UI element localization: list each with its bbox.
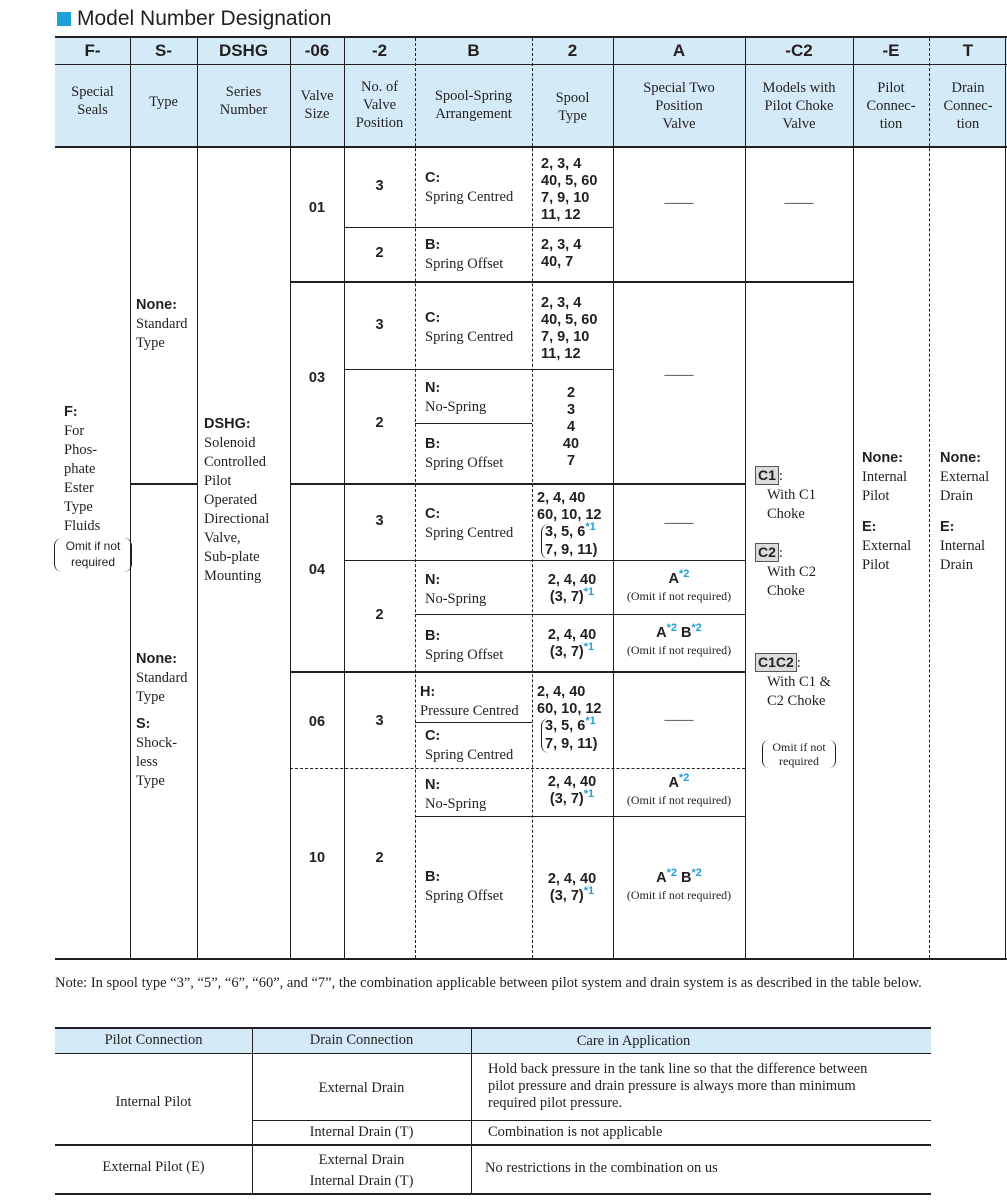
header-caption-choke: Models with Pilot Choke Valve (762, 80, 836, 132)
care-external-drain: External Drain (318, 1080, 405, 1096)
header-code-position: -2 (371, 41, 388, 60)
row-divider (415, 816, 745, 817)
header-code-pilot: -E (882, 41, 900, 60)
header-caption-position: No. of Valve Position (355, 79, 404, 131)
spring-cell: C: Spring Centred (425, 170, 514, 205)
choke-dash: —— (784, 195, 814, 211)
choke-omit-note: Omit if not required (762, 740, 836, 768)
header-code-seals: F- (84, 41, 101, 60)
spool-cell: 2, 4, 40 60, 10, 12 3, 5, 6$^{*1}$ 7, 9, 11) (537, 490, 602, 558)
spring-cell: B: Spring Offset (425, 436, 504, 471)
care-external-pilot: External Pilot (E) (102, 1159, 205, 1175)
header-code-spring: B (467, 41, 480, 60)
special-dash: —— (664, 195, 694, 211)
row-divider (344, 369, 613, 370)
header-code-special: A (672, 41, 686, 60)
row-divider (344, 560, 745, 561)
special-dash: —— (664, 515, 694, 531)
spring-cell: H: Pressure Centred (420, 684, 519, 719)
position-cell: 2 (375, 850, 384, 866)
spool-cell: 2, 3, 4 40, 5, 60 7, 9, 10 11, 12 (541, 156, 598, 223)
header-caption-pilot: Pilot Connec- tion (866, 80, 916, 132)
header-code-size: -06 (304, 41, 330, 60)
col-divider-dashed (929, 38, 930, 958)
special-dash: —— (664, 367, 694, 383)
col-divider (853, 37, 854, 959)
size-10: 10 (308, 850, 326, 866)
seals-omit-note: Omit if not required (54, 538, 132, 572)
position-cell: 3 (375, 713, 384, 729)
title-marker (57, 12, 71, 26)
row-divider (344, 227, 613, 228)
care-text-1: Hold back pressure in the tank line so that the difference between pilot pressure and drain pressure is always more than minimum required pilot pressure. (488, 1061, 868, 1111)
size-divider (290, 281, 853, 283)
care-header-care: Care in Application (576, 1033, 691, 1049)
special-a-cell: $A^{*2}$ (Omit if not required) (626, 568, 732, 603)
spool-cell: 2, 3, 4 40, 7 (541, 237, 582, 270)
care-table-header-line (55, 1053, 931, 1054)
care-table-bottom (55, 1193, 931, 1195)
position-cell: 3 (375, 513, 384, 529)
size-01: 01 (308, 200, 326, 216)
care-header-drain: Drain Connection (309, 1032, 414, 1048)
col-divider (613, 37, 614, 959)
care-text-3: No restrictions in the combination on us (485, 1160, 718, 1176)
choke-c1-cell: C1 : With C1 Choke (755, 466, 816, 524)
size-divider (290, 483, 745, 485)
type-lower-cell: None: Standard Type S: Shock- less Type (136, 651, 188, 789)
type-upper-cell: None: Standard Type (136, 297, 188, 351)
size-06: 06 (308, 714, 326, 730)
drain-cell: None: External Drain E: Internal Drain (940, 450, 990, 573)
position-cell: 2 (375, 415, 384, 431)
spool-cell: 2, 4, 40 (3, 7)$^{*1}$ (547, 572, 597, 605)
spool-cell: 2, 3, 4 40, 5, 60 7, 9, 10 11, 12 (541, 295, 598, 362)
spring-cell: B: Spring Offset (425, 869, 504, 904)
row-divider (415, 423, 532, 424)
header-caption-spool: Spool Type (555, 90, 590, 124)
care-internal-drain: Internal Drain (T) (309, 1124, 414, 1140)
special-dash: —— (664, 712, 694, 728)
type-divider (130, 483, 197, 485)
special-ab-cell: $A^{*2}$ $B^{*2}$ (Omit if not required) (626, 622, 732, 657)
size-04: 04 (308, 562, 326, 578)
spool-cell: 2, 4, 40 60, 10, 12 3, 5, 6$^{*1}$ 7, 9, 11) (537, 684, 602, 752)
position-cell: 3 (375, 317, 384, 333)
spring-cell: N: No-Spring (425, 380, 487, 415)
size-divider (290, 671, 745, 673)
position-cell: 2 (375, 245, 384, 261)
header-caption-spring: Spool-Spring Arrangement (434, 88, 513, 122)
header-caption-series: Series Number (219, 84, 268, 118)
header-code-choke: -C2 (785, 41, 813, 60)
row-divider (415, 614, 745, 615)
size-03: 03 (308, 370, 326, 386)
footnote: Note: In spool type “3”, “5”, “6”, “60”, and “7”, the combination applicable between pilot system and drain system is as described in the table below. (55, 975, 922, 991)
spring-cell: C: Spring Centred (425, 506, 514, 541)
care-header-pilot: Pilot Connection (104, 1032, 203, 1048)
header-code-drain: T (962, 41, 974, 60)
care-text-2: Combination is not applicable (488, 1124, 663, 1140)
spring-cell: C: Spring Centred (425, 310, 514, 345)
position-cell: 2 (375, 607, 384, 623)
care-table-top (55, 1027, 931, 1029)
spring-cell: C: Spring Centred (425, 728, 514, 763)
position-cell: 3 (375, 178, 384, 194)
row-divider (415, 722, 532, 723)
spring-cell: B: Spring Offset (425, 237, 504, 272)
spring-cell: N: No-Spring (425, 572, 487, 607)
spring-cell: N: No-Spring (425, 777, 487, 812)
col-divider (130, 37, 131, 959)
pilot-cell: None: Internal Pilot E: External Pilot (862, 450, 912, 573)
col-divider (745, 37, 746, 959)
spool-cell: 2, 4, 40 (3, 7)$^{*1}$ (547, 871, 597, 904)
choke-c1c2-cell: C1C2 : With C1 & C2 Choke (755, 653, 831, 711)
header-caption-type: Type (149, 94, 178, 110)
col-divider-dashed (415, 38, 416, 958)
spool-cell: 2, 4, 40 (3, 7)$^{*1}$ (547, 627, 597, 660)
care-table-row-line (55, 1144, 931, 1146)
size-divider-dashed (290, 768, 745, 769)
header-caption-special: Special Two Position Valve (643, 80, 715, 132)
series-cell: DSHG: Solenoid Controlled Pilot Operated Directional Valve, Sub-plate Mounting (204, 416, 270, 584)
special-ab-cell: $A^{*2}$ $B^{*2}$ (Omit if not required) (626, 867, 732, 902)
special-a-cell: $A^{*2}$ (Omit if not required) (626, 772, 732, 807)
care-internal-pilot: Internal Pilot (115, 1094, 192, 1110)
header-caption-seals: Special Seals (71, 84, 114, 118)
seals-cell: F: For Phos- phate Ester Type Fluids (64, 404, 101, 534)
col-divider (197, 37, 198, 959)
care-table-col (471, 1028, 472, 1194)
col-divider-dashed (532, 38, 533, 958)
spring-cell: B: Spring Offset (425, 628, 504, 663)
page-title: Model Number Designation (77, 7, 332, 30)
header-caption-size: Valve Size (300, 88, 334, 122)
care-table-row-line (252, 1120, 931, 1121)
header-code-type: S- (155, 41, 172, 60)
header-code-series: DSHG (218, 41, 269, 60)
care-drain-options: External Drain Internal Drain (T) (309, 1152, 414, 1189)
spool-cell: 2, 4, 40 (3, 7)$^{*1}$ (547, 774, 597, 807)
col-divider (1005, 37, 1006, 959)
header-code-spool: 2 (567, 41, 578, 60)
choke-c2-cell: C2 : With C2 Choke (755, 543, 816, 601)
header-caption-drain: Drain Connec- tion (943, 80, 993, 132)
spool-cell: 2 3 4 40 7 (562, 385, 580, 469)
col-divider (290, 37, 291, 959)
col-divider (344, 37, 345, 959)
